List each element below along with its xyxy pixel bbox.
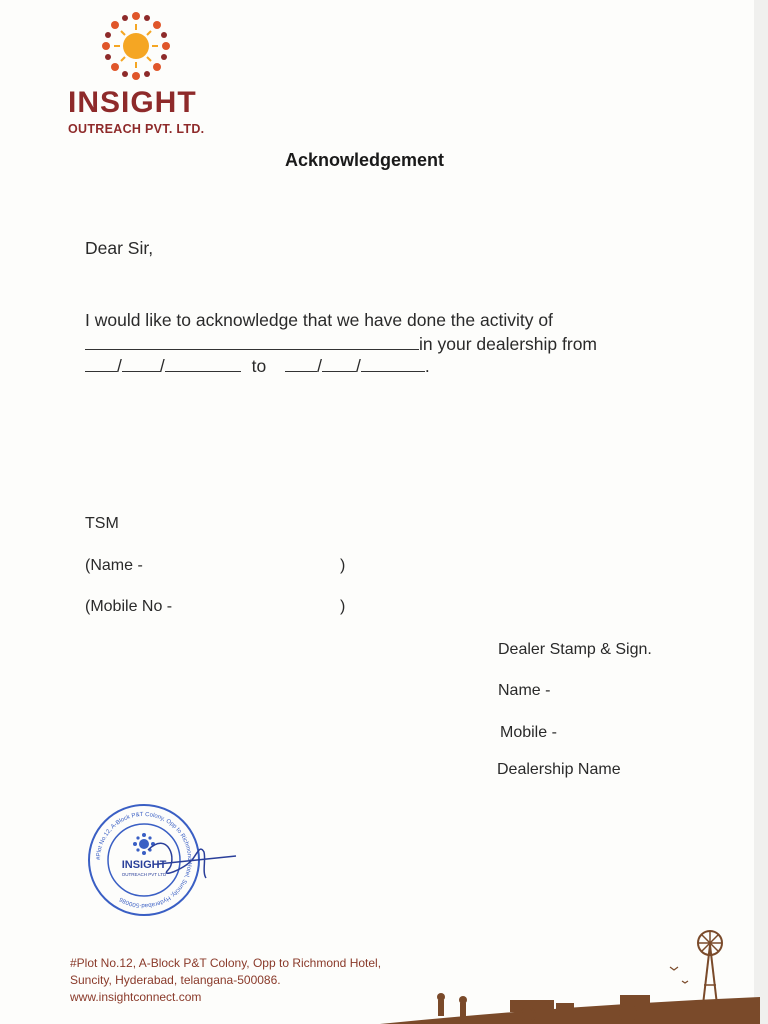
page-edge bbox=[754, 0, 768, 1024]
to-day-blank bbox=[285, 357, 317, 372]
sun-people-logo-icon bbox=[96, 6, 176, 86]
tsm-name-close: ) bbox=[340, 557, 346, 574]
seal-center-text: INSIGHT bbox=[121, 859, 167, 871]
company-seal bbox=[88, 800, 248, 920]
to-month-blank bbox=[322, 357, 356, 372]
seal-sub-text: OUTREACH PVT LTD bbox=[121, 872, 167, 877]
brand-subtitle: OUTREACH PVT. LTD. bbox=[68, 122, 205, 136]
farm-silhouette-windmill-icon bbox=[380, 925, 760, 1024]
to-year-blank bbox=[361, 357, 425, 372]
to-word: to bbox=[251, 356, 267, 376]
activity-blank bbox=[85, 335, 419, 350]
seal-ring-text: #Plot No.12, A-Block P&T Colony, Opp to Richmond Hotel, Suncity, Hyderabad-500086 bbox=[95, 811, 193, 909]
period: . bbox=[424, 356, 430, 376]
dealer-mobile-label: Mobile - bbox=[500, 724, 557, 741]
footer-website: www.insightconnect.com bbox=[70, 990, 202, 1004]
dealer-stamp-label: Dealer Stamp & Sign. bbox=[498, 641, 652, 658]
brand-name: INSIGHT bbox=[68, 86, 197, 119]
tsm-mobile-close: ) bbox=[340, 598, 346, 615]
from-month-blank bbox=[122, 357, 160, 372]
footer-address-1: #Plot No.12, A-Block P&T Colony, Opp to Richmond Hotel, bbox=[70, 956, 382, 970]
dealer-name-label: Name - bbox=[498, 682, 551, 699]
body-line-2-suffix: in your dealership from bbox=[419, 334, 597, 354]
footer-address-2: Suncity, Hyderabad, telangana-500086. bbox=[70, 973, 281, 987]
seal-logo-icon bbox=[133, 833, 155, 855]
body-line-2 bbox=[85, 334, 597, 355]
salutation: Dear Sir, bbox=[85, 238, 154, 258]
from-day-blank bbox=[85, 357, 117, 372]
date-range-line: / / to / / . bbox=[85, 356, 430, 377]
dealership-name-label: Dealership Name bbox=[497, 761, 621, 778]
page-title: Acknowledgement bbox=[285, 150, 445, 170]
tsm-label: TSM bbox=[85, 515, 119, 532]
from-year-blank bbox=[165, 357, 241, 372]
tsm-name-label: (Name - bbox=[85, 557, 143, 574]
body-line-1: I would like to acknowledge that we have done the activity of bbox=[85, 310, 553, 330]
tsm-mobile-label: (Mobile No - bbox=[85, 598, 173, 615]
